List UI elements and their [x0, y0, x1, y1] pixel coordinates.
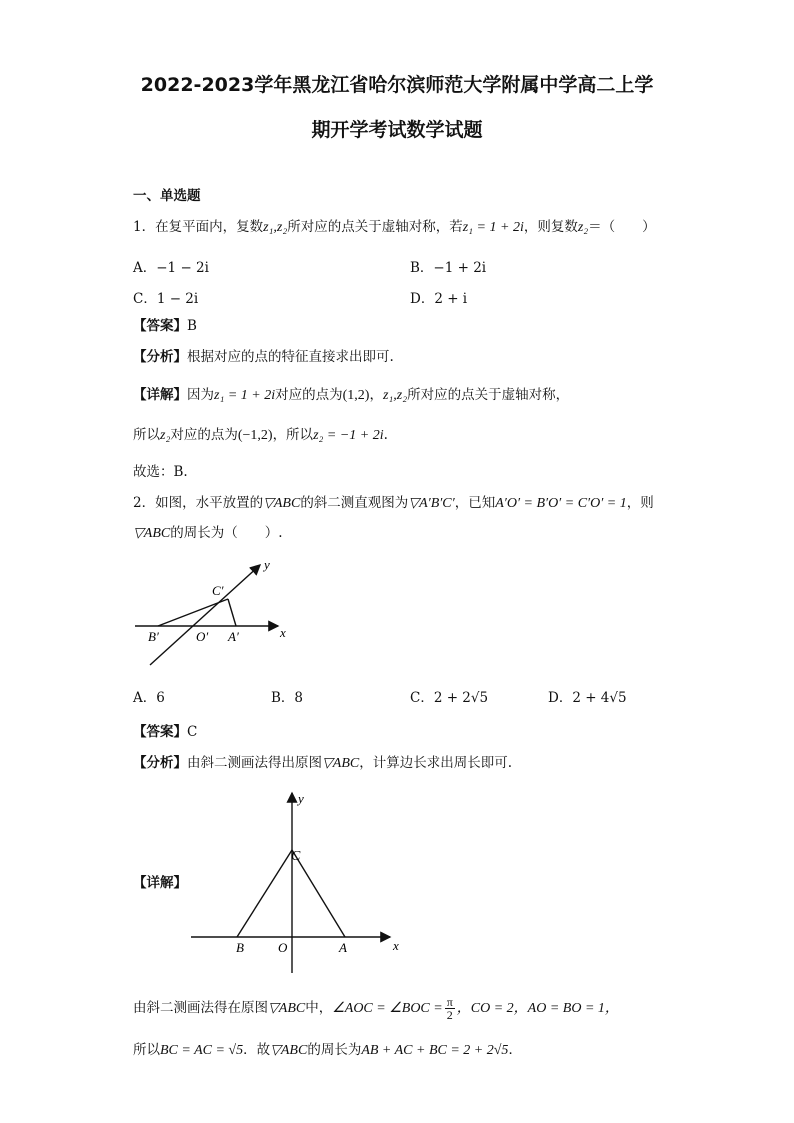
q2-stem-line-1 — [133, 493, 654, 514]
section-heading: 一、单选题 — [133, 188, 201, 204]
q1-answer-tag: 【答案】 — [133, 318, 187, 334]
q2-fraction-num: π — [446, 995, 453, 1009]
figure-oblique-view — [130, 555, 300, 670]
q2-detail-tag-text: 【详解】 — [133, 875, 187, 891]
q2-detail-tag — [133, 873, 187, 893]
q1-text-d: ＝（ ） — [588, 219, 656, 235]
q1-detail-b: 对应的点为 — [275, 387, 343, 403]
q2-text-b: 的斜二测直观图为 — [300, 495, 409, 511]
q2-final-line-2 — [133, 1040, 522, 1061]
q2-line2-triangle: ▽ABC — [133, 526, 171, 541]
q2-option-c: C．2 + 2√5 — [410, 690, 489, 706]
q2-final2-eq: BC = AC = √5 — [160, 1043, 244, 1058]
q1-option-c: C．1 − 2i — [133, 291, 199, 307]
q2-final1-a: 由斜二测画法得在原图 — [133, 1000, 268, 1016]
q2-option-b: B．8 — [271, 690, 304, 706]
label-b-prime: B′ — [148, 629, 159, 644]
q1-conclusion: 故选：B. — [133, 464, 188, 480]
q2-answer — [133, 722, 197, 742]
label-y: y — [298, 791, 304, 806]
q1-detail-z1: z₁ = 1 + 2i — [214, 388, 276, 403]
q1-z1eq: z₁ = 1 + 2i — [462, 220, 524, 235]
q1-detail-line-1 — [133, 385, 569, 406]
q2-final-line-1 — [133, 996, 619, 1021]
q1-option-a: A．−1 − 2i — [133, 260, 209, 276]
q1-text-c: ，则复数 — [523, 219, 578, 235]
label-a: A — [339, 940, 347, 955]
q2-final2-triangle: ▽ABC — [270, 1043, 308, 1058]
q2-analysis-b: ，计算边长求出周长即可. — [359, 755, 513, 771]
q1-detail2-point: (−1,2) — [237, 428, 273, 443]
label-o-prime: O′ — [196, 629, 209, 644]
title-line-2: 期开学考试数学试题 — [311, 119, 483, 141]
q2-option-a: A．6 — [133, 690, 165, 706]
q1-answer-value: B — [187, 318, 197, 334]
q2-given: A′O′ = B′O′ = C′O′ = 1 — [495, 496, 627, 511]
q2-text-c: ，已知 — [454, 495, 496, 511]
q2-triangle: ▽ABC — [263, 496, 301, 511]
q2-option-d: D．2 + 4√5 — [548, 690, 627, 706]
q2-stem-line-2 — [133, 523, 283, 544]
q1-text-b: 所对应的点关于虚轴对称，若 — [287, 219, 463, 235]
q1-option-b: B．−1 + 2i — [410, 260, 487, 276]
side-b-c — [237, 850, 292, 937]
label-c: C — [291, 849, 301, 864]
q2-analysis-triangle: ▽ABC — [322, 756, 360, 771]
label-c-prime: C′ — [212, 583, 224, 598]
q1-option-d: D．2 + i — [410, 291, 468, 307]
q2-text-a: 2．如图，水平放置的 — [133, 495, 264, 511]
q2-final2-c: 的周长为 — [307, 1042, 362, 1058]
title-line-1: 2022-2023学年黑龙江省哈尔滨师范大学附属中学高二上学 — [140, 74, 654, 96]
q2-final1-triangle: ▽ABC — [268, 1001, 306, 1016]
q2-analysis-tag: 【分析】 — [133, 755, 187, 771]
q2-final1-angles: ∠AOC = ∠BOC = — [332, 1001, 443, 1016]
label-b: B — [236, 940, 244, 955]
q1-z2: z₂ — [577, 220, 589, 235]
q1-detail-a: 因为 — [187, 387, 214, 403]
q1-detail-d: 所对应的点关于虚轴对称， — [407, 387, 570, 403]
side-c-a — [228, 599, 236, 626]
q1-detail2-c: ，所以 — [272, 427, 314, 443]
q2-answer-tag: 【答案】 — [133, 724, 187, 740]
q1-detail2-a: 所以 — [133, 427, 160, 443]
q2-answer-value: C — [187, 724, 198, 740]
label-o: O — [278, 940, 288, 955]
q2-final1-b: 中， — [305, 1000, 333, 1016]
q1-z12: z₁,z₂ — [263, 220, 288, 235]
label-a-prime: A′ — [228, 629, 239, 644]
q2-fraction-den: 2 — [446, 1008, 453, 1022]
q2-final1-lengths: ，CO = 2，AO = BO = 1， — [456, 1001, 619, 1016]
label-x: x — [280, 625, 286, 640]
q2-final2-a: 所以 — [133, 1042, 160, 1058]
label-y: y — [264, 557, 270, 572]
q2-analysis-a: 由斜二测画法得出原图 — [187, 755, 322, 771]
q2-text-d: ，则 — [626, 495, 654, 511]
q1-answer — [133, 316, 197, 336]
q1-detail-point: (1,2) — [342, 388, 370, 403]
q2-analysis — [133, 753, 512, 774]
q1-detail2-d: . — [383, 427, 388, 443]
figure-original-triangle — [185, 790, 405, 980]
q2-final2-d: ． — [508, 1042, 522, 1058]
q1-stem — [133, 217, 656, 238]
y-axis-line — [150, 565, 260, 665]
q2-line2-text: 的周长为（ ）. — [170, 525, 283, 541]
q1-detail2-z2: z₂ — [160, 428, 171, 443]
q1-detail-z12: z₁,z₂ — [382, 388, 408, 403]
label-x: x — [393, 938, 399, 953]
q2-triangle-2: ▽A′B′C′ — [408, 496, 455, 511]
q1-analysis-text: 根据对应的点的特征直接求出即可. — [187, 349, 394, 365]
q2-final2-b: ．故 — [243, 1042, 271, 1058]
q1-detail2-eq: z₂ = −1 + 2i — [313, 428, 384, 443]
q1-detail-c: ， — [369, 387, 383, 403]
q1-text-a: 1．在复平面内，复数 — [133, 219, 264, 235]
q1-analysis — [133, 347, 394, 367]
q1-detail-line-2 — [133, 425, 388, 446]
side-b-c — [158, 599, 228, 626]
q1-detail2-b: 对应的点为 — [170, 427, 238, 443]
q2-final2-perimeter: AB + AC + BC = 2 + 2√5 — [361, 1043, 509, 1058]
q2-fraction — [445, 996, 455, 1021]
q1-analysis-tag: 【分析】 — [133, 349, 187, 365]
q1-detail-tag: 【详解】 — [133, 387, 187, 403]
